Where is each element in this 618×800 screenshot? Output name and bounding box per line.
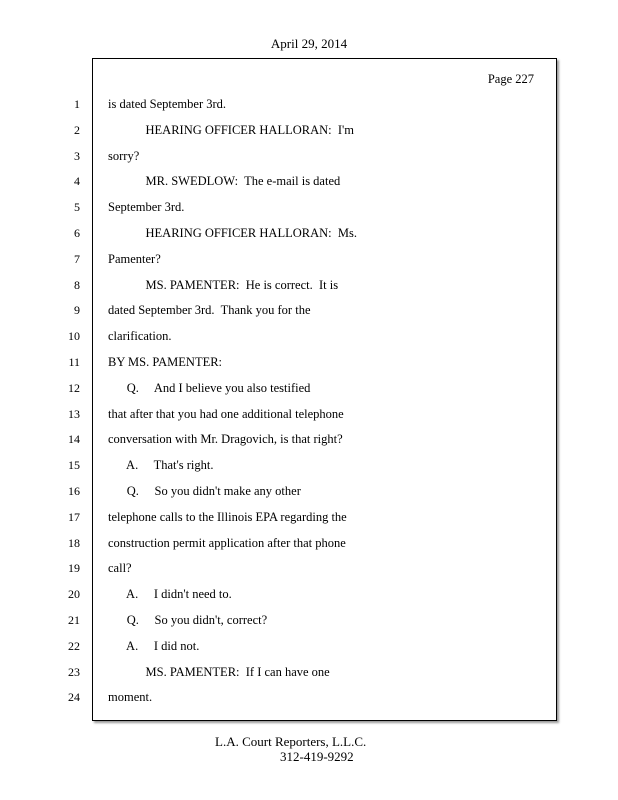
transcript-line: Q. And I believe you also testified <box>108 380 311 395</box>
transcript-line: HEARING OFFICER HALLORAN: Ms. <box>108 225 357 240</box>
transcript-line: Q. So you didn't, correct? <box>108 612 268 627</box>
transcript-line: HEARING OFFICER HALLORAN: I'm <box>108 122 355 137</box>
footer-phone: 312-419-9292 <box>280 749 354 764</box>
line-number: 24 <box>68 690 80 705</box>
transcript-line: MS. PAMENTER: He is correct. It is <box>108 277 339 292</box>
line-number: 15 <box>68 458 80 473</box>
transcript-line: Pamenter? <box>108 251 161 266</box>
transcript-line: A. I did not. <box>108 638 200 653</box>
line-number: 11 <box>68 354 80 369</box>
line-number: 12 <box>68 380 80 395</box>
transcript-line: BY MS. PAMENTER: <box>108 354 223 369</box>
transcript-date: April 29, 2014 <box>270 36 348 51</box>
transcript-line: A. I didn't need to. <box>108 587 232 602</box>
line-number: 4 <box>74 174 80 189</box>
line-number-column <box>58 92 80 711</box>
footer-company: L.A. Court Reporters, L.L.C. <box>215 734 367 749</box>
transcript-line: call? <box>108 561 132 576</box>
transcript-line: September 3rd. <box>108 200 185 215</box>
line-number: 9 <box>74 303 80 318</box>
line-number: 10 <box>68 329 80 344</box>
line-number: 7 <box>74 251 80 266</box>
transcript-line: sorry? <box>108 148 140 163</box>
transcript-line: telephone calls to the Illinois EPA regarding the <box>108 509 347 524</box>
line-number: 6 <box>74 225 80 240</box>
transcript-line: A. That's right. <box>108 458 214 473</box>
transcript-line: is dated September 3rd. <box>108 97 227 111</box>
line-number: 20 <box>68 587 80 602</box>
line-number: 23 <box>68 664 80 679</box>
line-number: 14 <box>68 432 80 447</box>
line-number: 1 <box>74 97 80 111</box>
transcript-line: dated September 3rd. Thank you for the <box>108 303 311 318</box>
transcript-line: construction permit application after that phone <box>108 535 346 550</box>
line-number: 21 <box>68 612 80 627</box>
transcript-line: MS. PAMENTER: If I can have one <box>108 664 330 679</box>
line-number: 22 <box>68 638 80 653</box>
page-number: Page 227 <box>487 72 534 86</box>
transcript-line: MR. SWEDLOW: The e-mail is dated <box>108 174 341 189</box>
transcript-line: that after that you had one additional telephone <box>108 406 344 421</box>
line-number: 8 <box>74 277 80 292</box>
transcript-line: conversation with Mr. Dragovich, is that right? <box>108 432 343 447</box>
line-number: 17 <box>68 509 80 524</box>
transcript-line: Q. So you didn't make any other <box>108 483 301 498</box>
line-number: 13 <box>68 406 80 421</box>
line-number: 19 <box>68 561 80 576</box>
line-number: 3 <box>74 148 80 163</box>
transcript-text <box>108 92 548 711</box>
line-number: 16 <box>68 483 80 498</box>
transcript-line: clarification. <box>108 329 172 344</box>
transcript-line: moment. <box>108 690 153 705</box>
line-number: 2 <box>74 122 80 137</box>
line-number: 18 <box>68 535 80 550</box>
line-number: 5 <box>74 200 80 215</box>
